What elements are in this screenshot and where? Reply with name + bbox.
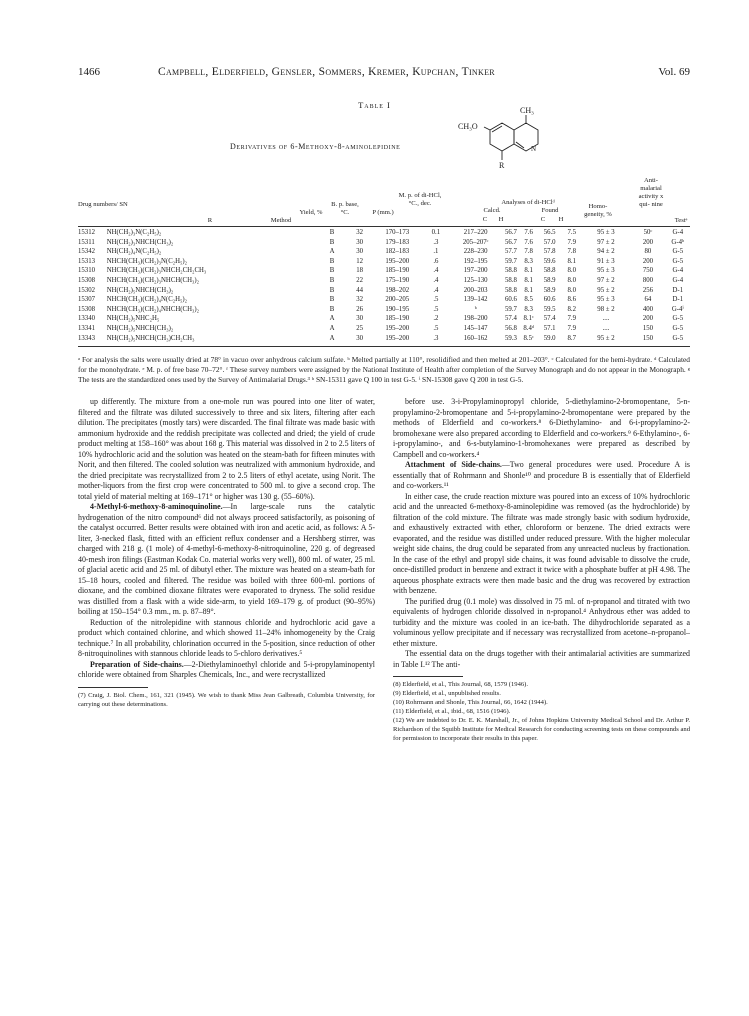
table-cell: 30 — [356, 334, 364, 342]
header-calcd: Calcd. — [483, 207, 501, 214]
table-cell: A — [329, 334, 335, 342]
table-cell: 64 — [644, 296, 652, 304]
table-cell: B — [329, 229, 335, 236]
table-cell: 98 ± 2 — [597, 305, 615, 313]
table-cell: 8.1 — [524, 286, 533, 294]
reference-item: (12) We are indebted to Dr. E. K. Marshall, Jr., of Johns Hopkins University Medical School and Dr. Arthur P. Richardson of the Squibb Institute for Medical Research for conducting screening tests on these compounds and for permission to incorporate their results in this paper. — [393, 717, 690, 742]
section-heading-aminoquinoline: 4-Methyl-6-methoxy-8-aminoquinoline. — [90, 502, 223, 511]
reference-list — [393, 680, 690, 743]
table-cell: 56.7 — [505, 229, 517, 236]
right-column — [393, 397, 690, 743]
quinoline-structure-figure — [458, 108, 548, 188]
table-cell: 0.1 — [431, 229, 441, 236]
table-cell: G-5 — [672, 324, 684, 332]
table-cell: 59.7 — [505, 257, 517, 265]
table-cell: 15313 — [78, 257, 95, 265]
table-cell: 200–205 — [385, 296, 410, 304]
table-cell: D-1 — [672, 296, 684, 304]
table-cell: 97 ± 2 — [597, 276, 615, 284]
table-row — [78, 295, 690, 305]
nitrogen-label: N — [531, 145, 537, 153]
table-cell: D-1 — [672, 286, 684, 294]
table-cell: B — [329, 267, 335, 275]
table-cell: 185–190 — [385, 315, 410, 323]
header-analysis: Analyses of di-HClᵈ — [501, 199, 555, 206]
table-cell: 139–142 — [463, 296, 488, 304]
table-cell: 15308 — [78, 276, 95, 284]
table-cell: 8.4ᵈ — [523, 324, 534, 332]
table-cell: 7.9 — [567, 238, 576, 246]
table-cell: 8.3 — [524, 305, 533, 313]
table-row — [78, 314, 690, 324]
table-cell: G-4 — [672, 267, 684, 275]
table-row — [78, 257, 690, 267]
table-cell: 198–202 — [385, 286, 410, 294]
table-cell: 56.7 — [505, 238, 517, 246]
references-rule — [393, 676, 463, 677]
table-row — [78, 266, 690, 276]
table-cell: 8.0 — [567, 276, 576, 284]
reference-item: (8) Elderfield, et al., This Journal, 68, 1579 (1946). — [393, 681, 529, 688]
header-homogeneity: Homo- geneity, % — [584, 203, 612, 218]
table-cell: G-4ʰ — [671, 238, 685, 246]
table-cell: 15307 — [78, 296, 95, 304]
right-paragraph-2 — [393, 460, 690, 492]
right-paragraph-2-text: —Two general procedures were used. Procedure A is essentially that of Rohrmann and Shonle¹⁰ and procedure B is essentially that of Elderfield and co-workers.¹¹ — [393, 460, 690, 490]
table-cell: 8.1 — [524, 267, 533, 275]
table-cell: 15310 — [78, 267, 95, 275]
footnote-rule — [78, 687, 148, 688]
ch3-label: CH₃ — [520, 106, 534, 115]
table-cell: 150 — [642, 324, 654, 332]
header-mp: M. p. of di-HCl, °C., dec. — [398, 192, 442, 207]
data-table-body — [78, 228, 690, 343]
table-cell: NHCH(CH₃)(CH₂)₄N(C₂H₅)₂ — [106, 296, 188, 304]
table-cell: 60.6 — [505, 296, 517, 304]
table-cell: 97 ± 2 — [597, 238, 615, 246]
table-cell: .5 — [433, 296, 439, 304]
table-cell: 192–195 — [463, 257, 488, 265]
table-cell: 59.5 — [543, 305, 556, 313]
table-cell: B — [329, 238, 335, 246]
table-cell: 400 — [642, 305, 654, 313]
table-cell: 32 — [356, 229, 364, 236]
table-cell: 57.0 — [543, 238, 556, 246]
table-cell: B — [329, 276, 335, 284]
table-cell: 200 — [642, 238, 654, 246]
data-table — [78, 228, 690, 343]
table-cell: ᵇ — [474, 305, 477, 313]
table-cell: .4 — [433, 286, 439, 294]
table-row — [78, 247, 690, 257]
table-row — [78, 238, 690, 248]
table-cell: 56.5 — [543, 229, 556, 236]
table-cell: NH(CH₂)₅NHCH(CH₃)₂ — [106, 286, 174, 294]
table-cell: 8.0 — [567, 267, 576, 275]
table-cell: .3 — [433, 238, 439, 246]
table-cell: 58.8 — [543, 267, 556, 275]
header-r: R — [207, 217, 213, 224]
table-cell: 800 — [642, 276, 654, 284]
table-cell: 13341 — [78, 324, 95, 332]
table-cell: G-5 — [672, 315, 684, 323]
table-header-rule — [78, 226, 690, 227]
table-cell: 7.9 — [567, 324, 576, 332]
table-cell: 200–203 — [463, 286, 488, 294]
table-cell: 170–173 — [385, 229, 410, 236]
page-number: 1466 — [78, 66, 100, 78]
table-cell: 95 ± 2 — [597, 334, 615, 342]
table-cell: 8.1 — [567, 257, 576, 265]
table-cell: 228–230 — [463, 248, 488, 256]
header-p: P (mm.) — [372, 209, 394, 216]
right-paragraph-1: before use. 3-i-Propylaminopropyl chloride, 5-diethylamino-2-bromopentane, 5-n-propylamino-2-bromopentane and 5-i-propylamino-2-bromopentane were prepared by the methods of Elderfield and co-workers.⁸ 6-Diethylamino- and 6-i-propylamino-2-bromohexane were also prepared according to Elderfield and co-workers.⁹ 6-Ethylamino-, 6-i-propylamino-, and 6-s-butylamino-1-bromohexanes were prepared as described by Campbell and co-workers.⁴ — [393, 397, 690, 459]
table-row — [78, 276, 690, 286]
author-line: Campbell, Elderfield, Gensler, Sommers, Kremer, Kupchan, Tinker — [158, 66, 495, 78]
table-cell: 57.4 — [505, 315, 517, 323]
table-cell: NH(CH₂)₅NHCH(CH₃)CH₂CH₃ — [106, 334, 195, 342]
table-cell: 59.7 — [505, 305, 517, 313]
table-cell: 15302 — [78, 286, 95, 294]
table-cell: 195–200 — [385, 334, 410, 342]
table-cell: NHCH(CH₃)(CH₂)₃NHCH(CH₃)₂ — [106, 276, 199, 284]
table-cell: 7.8 — [567, 248, 576, 256]
ch3o-label: CH₃O — [458, 122, 478, 131]
table-cell: 57.7 — [505, 248, 517, 256]
table-cell: 18 — [356, 267, 364, 275]
table-cell: G-5 — [672, 257, 684, 265]
table-cell: 56.8 — [505, 324, 517, 332]
table-cell: B — [329, 296, 335, 304]
table-cell: 32 — [356, 296, 364, 304]
table-cell: .1 — [433, 248, 439, 256]
r-label: R — [499, 161, 505, 170]
header-bp: B. p. base, °C. — [331, 201, 359, 216]
table-cell: G-4 — [672, 276, 684, 284]
table-cell: 145–147 — [463, 324, 488, 332]
right-paragraph-3: In either case, the crude reaction mixture was poured into an excess of 10% hydrochloric acid and the unreacted 6-methoxy-8-aminolepidine was removed (as the hydrochloride) by filtration of the cold mixture. The filtrate was made strongly basic with sodium hydroxide, and exhaustively extracted with ether, chloroform or benzene. The dried extracts were evaporated, and the residue was distilled under reduced pressure. With the higher molecular weight side chains, the drug could be separated from any unreacted nucleus by fractionation. In the case of the ethyl and propyl side chains, it was found advisable to dissolve the crude, once-distilled product in benzene and extract it twice with a phosphate buffer at pH 4.98. The aqueous phosphate extracts were then made basic and the drug was recovered by extraction with benzene. — [393, 491, 690, 595]
table-cell: 15342 — [78, 248, 95, 256]
table-cell: 13343 — [78, 334, 95, 342]
reference-item: (10) Rohrmann and Shonle, This Journal, 66, 1642 (1944). — [393, 699, 548, 706]
table-cell: .3 — [433, 334, 439, 342]
table-title: Derivatives of 6-Methoxy-8-aminolepidine — [230, 142, 401, 151]
table-cell: 190–195 — [385, 305, 410, 313]
table-cell: 8.1 — [524, 276, 533, 284]
table-cell: 175–190 — [385, 276, 410, 284]
table-cell: A — [329, 248, 335, 256]
table-cell: 58.9 — [543, 286, 556, 294]
table-cell: 12 — [356, 257, 364, 265]
table-cell: 205–207ᶜ — [462, 238, 489, 246]
left-column — [78, 397, 375, 709]
table-cell: 57.4 — [543, 315, 556, 323]
table-cell: 59.3 — [505, 334, 517, 342]
header-found: Found — [541, 207, 559, 214]
table-cell: 59.6 — [543, 257, 556, 265]
table-cell: 58.8 — [505, 286, 517, 294]
header-drug: Drug numbers/ SN — [78, 201, 128, 208]
table-cell: 195–200 — [385, 257, 410, 265]
table-cell: 58.8 — [505, 276, 517, 284]
table-cell: 95 ± 3 — [597, 229, 615, 236]
table-cell: 15312 — [78, 229, 95, 236]
table-cell: 30 — [356, 238, 364, 246]
table-cell: 15308 — [78, 305, 95, 313]
table-cell: 7.6 — [524, 229, 533, 236]
running-header — [78, 66, 690, 82]
table-cell: 195–200 — [385, 324, 410, 332]
table-cell: 7.8 — [524, 248, 533, 256]
table-cell: 750 — [642, 267, 654, 275]
left-paragraph-2 — [78, 502, 375, 618]
table-cell: 57.1 — [543, 324, 556, 332]
table-cell: 8.2 — [567, 305, 576, 313]
table-cell: 8.6 — [567, 296, 576, 304]
header-yield: Yield, % — [299, 209, 323, 216]
table-label: Table I — [358, 100, 391, 110]
section-heading-attachment: Attachment of Side-chains. — [405, 460, 502, 469]
table-cell: 80 — [644, 248, 652, 256]
table-cell: 7.6 — [524, 238, 533, 246]
reference-item: (9) Elderfield, et al., unpublished results. — [393, 690, 501, 697]
left-paragraph-2-text: —In large-scale runs the catalytic hydrogenation of the nitro compound⁶ did not always proceed satisfactorily, as poisoning of the catalyst occurred. Better results were obtained with iron and acetic acid, as follows: A 5-liter, 3-necked flask, fitted with an efficient reflux condenser and a Hershberg stirrer, was charged with 218 g. (1 mole) of 4-methyl-6-methoxy-8-nitroquinoline, 220 g. of degreased 40-mesh iron filings (Eastman Kodak Co. material works very well), 800 ml. of water, 25 ml. of glacial acetic acid and 25 ml. of dibutyl ether. The mixture was heated on a steam-bath for 15–18 hours, cooled and filtered. The residue was boiled with three 600-ml. portions of dioxane, and the combined dioxane filtrates were evaporated to dryness. The solid residue was distilled from a flask with a wide side-arm, to yield 169–179 g. of product (90–95%) boiling at 150–154° 0.3 mm., m. p. 87–89°. — [78, 502, 375, 616]
table-cell: G-5 — [672, 248, 684, 256]
table-cell: 22 — [356, 276, 364, 284]
table-cell: 95 ± 2 — [597, 286, 615, 294]
table-cell: .5 — [433, 324, 439, 332]
table-cell: 94 ± 2 — [597, 248, 615, 256]
section-heading-side-chains: Preparation of Side-chains. — [90, 659, 184, 669]
table-cell: G-5 — [672, 334, 684, 342]
table-cell: 198–200 — [463, 315, 488, 323]
reference-item: (11) Elderfield, et al., ibid., 68, 1516 (1946). — [393, 708, 511, 715]
table-row — [78, 286, 690, 296]
table-cell: A — [329, 315, 335, 323]
table-row — [78, 228, 690, 238]
table-cell: .... — [602, 315, 610, 323]
table-cell: 25 — [356, 324, 364, 332]
table-cell: 200 — [642, 315, 654, 323]
table-cell: .5 — [433, 305, 439, 313]
table-cell: .4 — [433, 276, 439, 284]
footnote-7: (7) Craig, J. Biol. Chem., 161, 321 (1945). We wish to thank Miss Jean Galbreath, Columbia University, for carrying out these determinations. — [78, 691, 375, 708]
table-cell: 8.3 — [524, 257, 533, 265]
table-cell: 179–183 — [385, 238, 410, 246]
table-cell: B — [329, 257, 335, 265]
table-cell: 50ᶜ — [643, 229, 653, 236]
table-cell: 57.8 — [543, 248, 556, 256]
table-cell: 30 — [356, 248, 364, 256]
table-cell: 95 ± 3 — [597, 267, 615, 275]
table-cell: 256 — [642, 286, 654, 294]
table-cell: .6 — [433, 257, 439, 265]
table-cell: 30 — [356, 315, 364, 323]
table-cell: .4 — [433, 267, 439, 275]
left-paragraph-4-text: —2-Diethylaminoethyl chloride and 5-i-propylaminopentyl chloride were obtained from Sharples Chemicals, Inc., and were recrystallized — [78, 659, 375, 679]
table-cell: A — [329, 324, 335, 332]
table-cell: 197–200 — [463, 267, 488, 275]
table-cell: 8.0 — [567, 286, 576, 294]
header-activity: Anti- malarial activity x qui- nine — [638, 177, 664, 208]
table-cell: B — [329, 305, 335, 313]
table-row — [78, 334, 690, 344]
table-cell: NH(CH₂)₅NHC₂H₅ — [106, 315, 160, 323]
left-paragraph-3: Reduction of the nitrolepidine with stannous chloride and hydrochloric acid gave a product which contained chlorine, and which showed 11–24% inhomogeneity by the Craig technique.⁷ In all probability, chlorination occurred in the 5-position, since reduction of other 8-nitroquinolines with stannous chloride leads to 5-chloro derivatives.⁵ — [78, 617, 375, 658]
header-h-calcd: H — [498, 216, 504, 223]
table-bottom-rule — [78, 346, 690, 347]
table-cell: 8.1ᶜ — [523, 315, 534, 323]
table-cell: 91 ± 3 — [597, 257, 615, 265]
header-c-found: C — [540, 216, 546, 223]
table-cell: .2 — [433, 315, 439, 323]
table-cell: 150 — [642, 334, 654, 342]
left-paragraph-1: up differently. The mixture from a one-mole run was poured into one liter of water, filtered and the filtrate was diluted successively to three and six liters, filtering after each dilution. The precipitates (mostly tars) were discarded. The final filtrate was made basic with ammonium hydroxide and the reddish precipitate was collected and dried; the yield of crude product melting at 158–160° was about 168 g. This material was dissolved in 2 to 2.5 liters of 10% hydrochloric acid and the solution was heated on the steam-bath for fifteen minutes with Norit, and then filtered. The cooled solution was neutralized with ammonium hydroxide, and the dried precipitate was recrystallized from 2 to 2.5 liters of ethyl acetate, using Norit. The mother-liquors from the first crop were concentrated to 500 ml. to give a second crop. The total yield of material melting at 169–171° or higher was 130 g. (55–60%). — [78, 397, 375, 501]
header-c-calcd: C — [482, 216, 488, 223]
table-cell: 15311 — [78, 238, 95, 246]
table-cell: 185–190 — [385, 267, 410, 275]
table-cell: B — [329, 286, 335, 294]
table-cell: NH(CH₂)₅NHCH(CH₃)₂ — [106, 324, 174, 332]
table-row — [78, 305, 690, 315]
table-cell: .... — [602, 324, 610, 332]
table-row — [78, 324, 690, 334]
header-test: Testᵉ — [674, 217, 688, 224]
table-cell: NH(CH₂)₄N(C₂H₅)₂ — [106, 248, 162, 256]
table-cell: 60.6 — [543, 296, 556, 304]
table-cell: NH(CH₂)₃NHCH(CH₃)₂ — [106, 238, 174, 246]
table-cell: NHCH(CH₃)(CH₂)₄NHCH(CH₃)₂ — [106, 305, 199, 313]
right-paragraph-4: The purified drug (0.1 mole) was dissolved in 75 ml. of n-propanol and titrated with two equivalents of hydrogen chloride dissolved in n-propanol.⁴ Anhydrous ether was added to turbidity and the mixture was cooled in an ice-bath. The dihydrochloride separated as a voluminous yellow precipitate and if necessary was recrystallized from acetone–n-propanol–ether mixture. — [393, 596, 690, 648]
table-cell: NHCH(CH₃)(CH₂)₃NHCH₂CH₂CH₃ — [106, 267, 207, 275]
left-paragraph-4 — [78, 660, 375, 681]
table-cell: NHCH(CH₃)(CH₂)₃N(C₂H₅)₂ — [106, 257, 188, 265]
table-cell: 8.7 — [567, 334, 576, 342]
table-cell: 95 ± 3 — [597, 296, 615, 304]
table-cell: G-4ⁱ — [671, 305, 684, 313]
header-method: Method — [270, 217, 292, 224]
table-cell: 7.5 — [567, 229, 576, 236]
table-cell: 8.5ᶜ — [523, 334, 534, 342]
table-cell: 8.5 — [524, 296, 533, 304]
table-cell: 26 — [356, 305, 364, 313]
right-paragraph-5: The essential data on the drugs together with their antimalarial activities are summarized in Table I.¹² The anti- — [393, 649, 690, 669]
table-cell: 200 — [642, 257, 654, 265]
table-cell: 13340 — [78, 315, 95, 323]
table-cell: 160–162 — [463, 334, 488, 342]
table-cell: 217–220 — [463, 229, 488, 236]
table-cell: 59.0 — [543, 334, 556, 342]
table-cell: 182–183 — [385, 248, 410, 256]
table-cell: 44 — [356, 286, 364, 294]
table-cell: NH(CH₂)₃N(C₂H₅)₂ — [106, 229, 162, 236]
table-cell: G-4 — [672, 229, 684, 236]
table-cell: 58.8 — [505, 267, 517, 275]
table-footnotes: ᵃ For analysis the salts were usually dried at 78° in vacuo over anhydrous calcium sulfate. ᵇ Melted partially at 110°, resolidified and then melted at 201–203°. ᶜ Calculated for the hemi-hydrate. ᵈ Calculated for the monohydrate. ᵉ M. p. of free base 70–72°. ᶠ These survey numbers were assigned by the National Institute of Health after completion of the Survey Monograph and do not appear in the Monograph. ᵍ The tests are the standardized ones used by the Survey of Antimalarial Drugs.³ ʰ SN-15311 gave Q 100 in test G-5. ⁱ SN-15308 gave Q 200 in test G-5. — [78, 355, 690, 384]
table-cell: 125–130 — [463, 276, 488, 284]
table-cell: 7.9 — [567, 315, 576, 323]
header-h-found: H — [558, 216, 564, 223]
volume-label: Vol. 69 — [658, 66, 690, 78]
table-cell: 58.9 — [543, 276, 556, 284]
